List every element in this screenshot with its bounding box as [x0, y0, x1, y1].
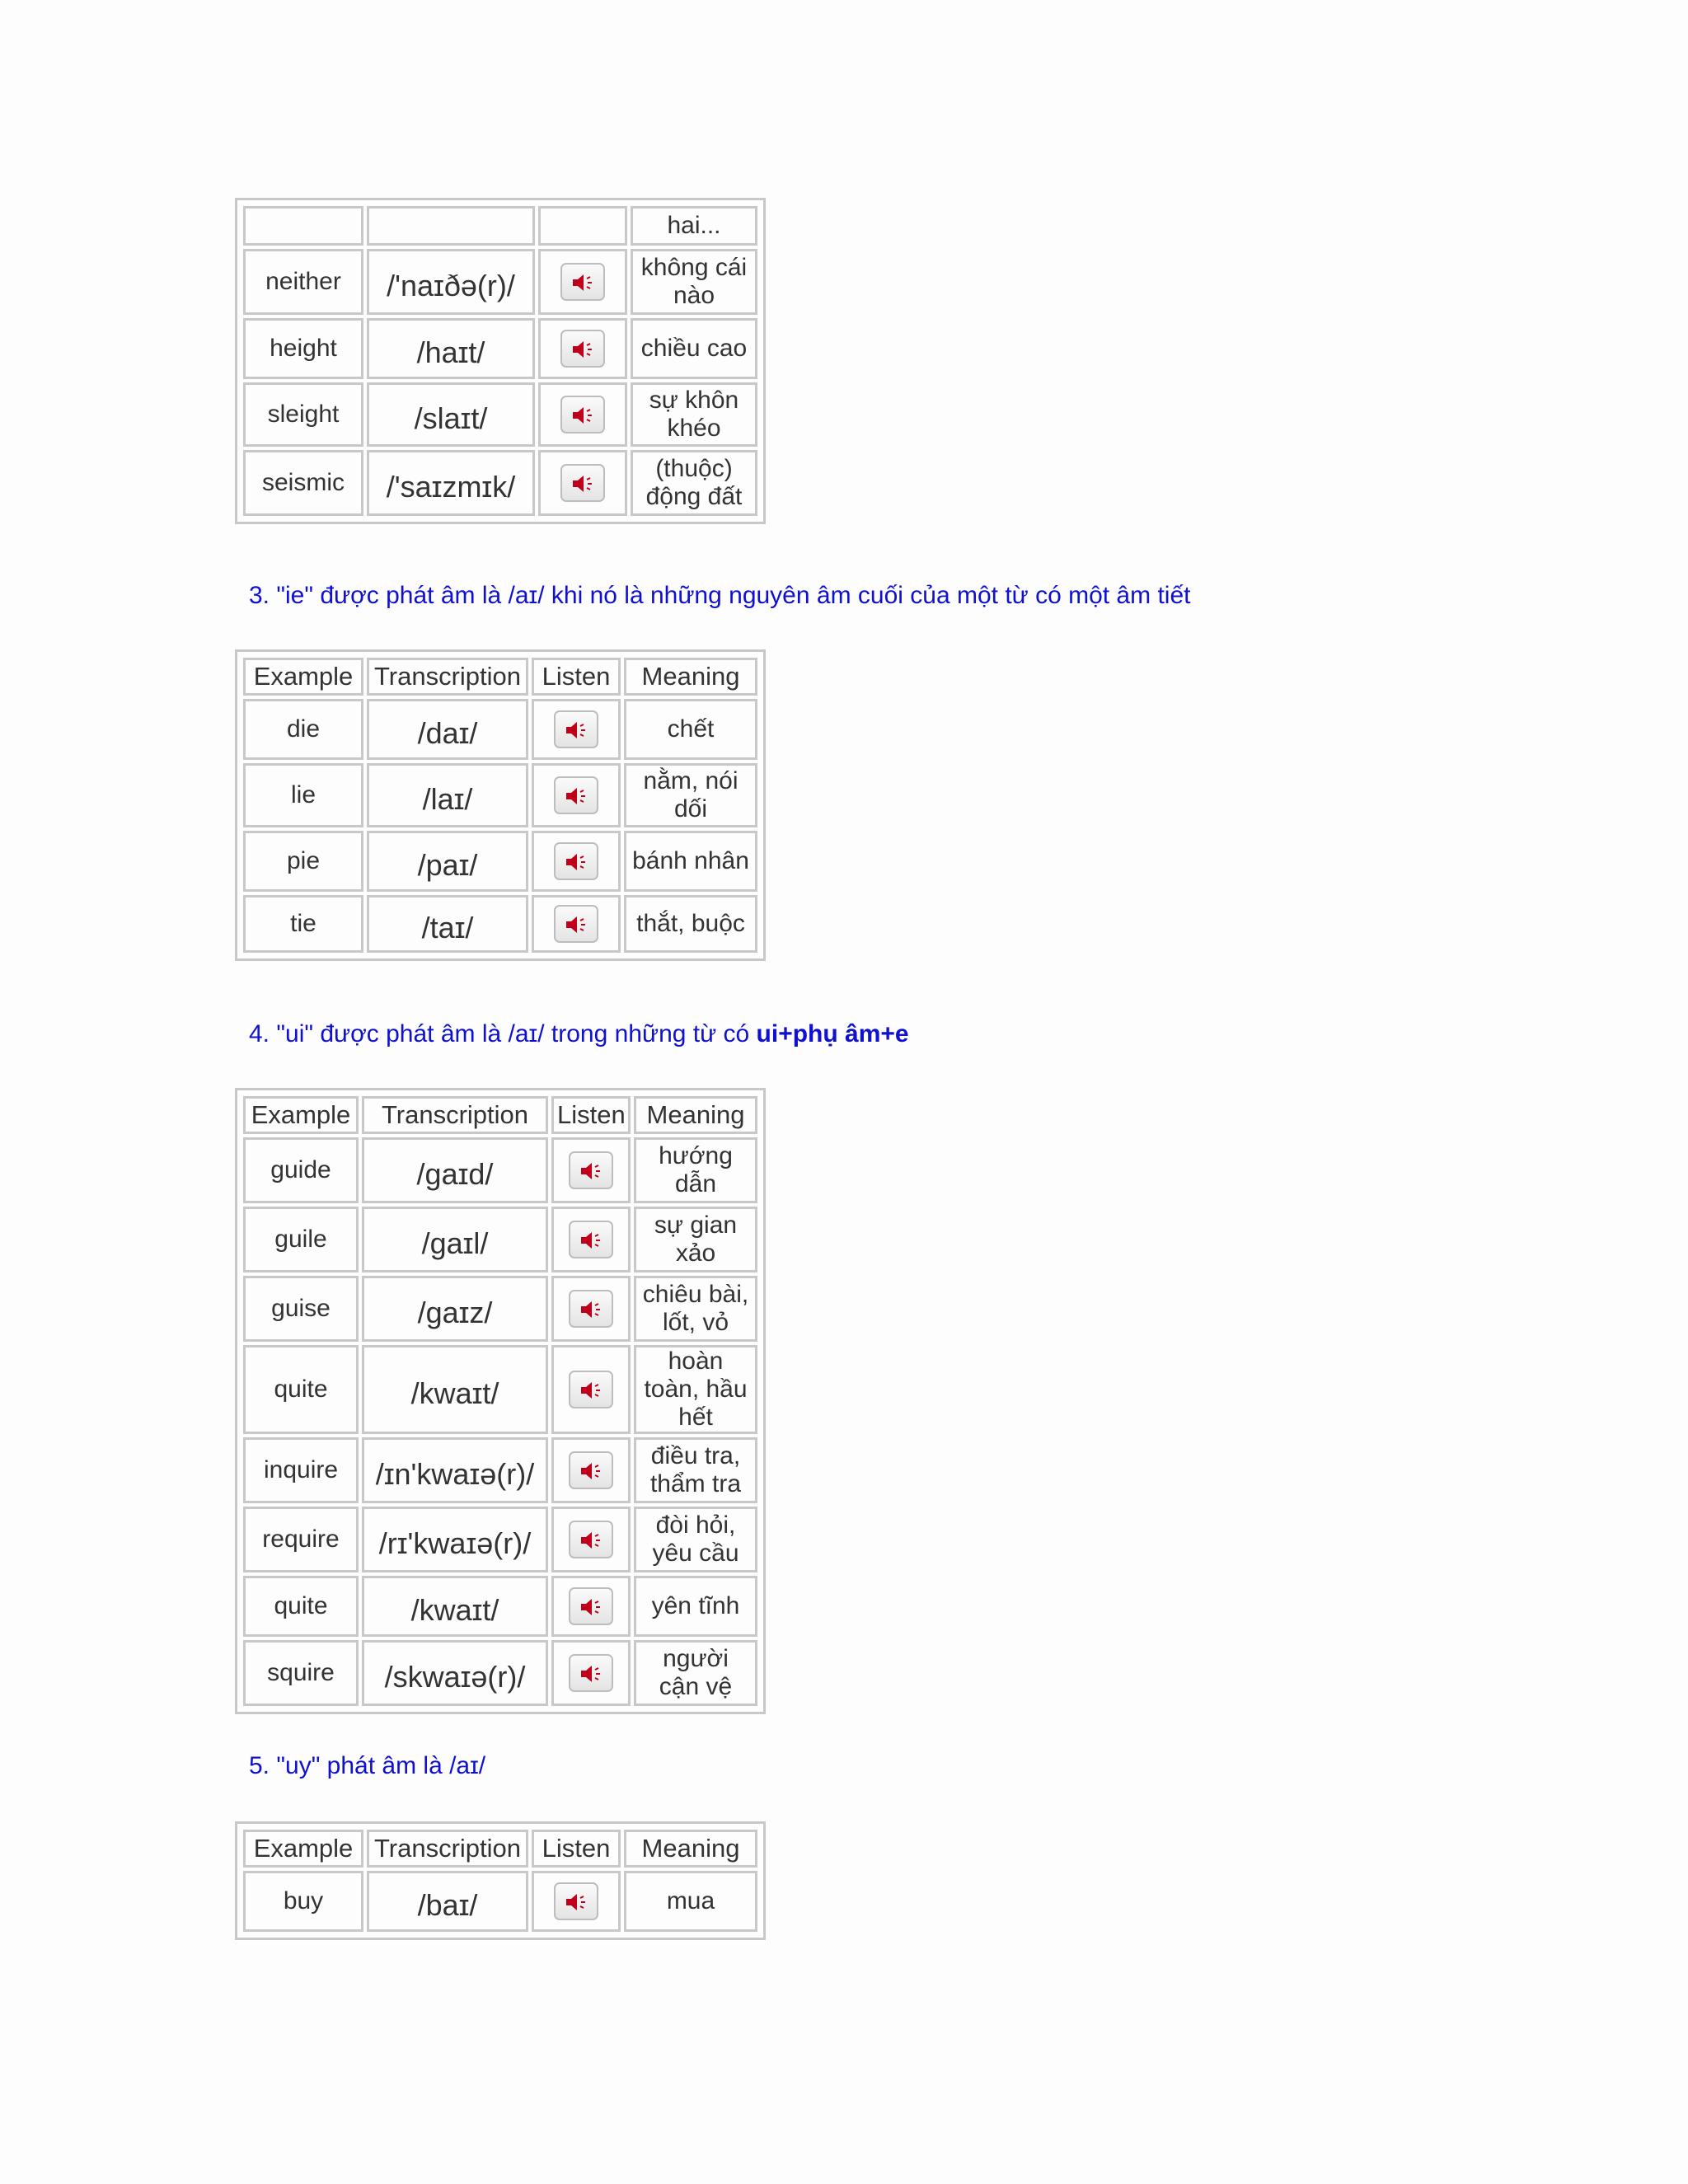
- listen-button[interactable]: [569, 1371, 613, 1408]
- speaker-icon: [565, 719, 589, 741]
- listen-cell: [538, 450, 627, 516]
- table-row: [243, 763, 757, 827]
- listen-button[interactable]: [554, 905, 598, 943]
- speaker-icon: [579, 1299, 604, 1320]
- transcription-cell: /'saɪzmɪk/: [367, 450, 535, 516]
- meaning-cell: chết: [624, 699, 757, 760]
- listen-button[interactable]: [554, 1882, 598, 1920]
- transcription-cell: /gaɪz/: [362, 1276, 548, 1342]
- meaning-cell: chiêu bài, lốt, vỏ: [634, 1276, 757, 1342]
- meaning-cell: nằm, nói dối: [624, 763, 757, 827]
- listen-cell: [551, 1507, 631, 1572]
- speaker-icon: [571, 272, 596, 293]
- example-cell: squire: [243, 1640, 359, 1706]
- header-transcription: Transcription: [362, 1096, 548, 1134]
- table-row: [243, 831, 757, 892]
- meaning-cell: hướng dẫn: [634, 1137, 757, 1203]
- listen-cell: [538, 249, 627, 315]
- listen-button[interactable]: [554, 842, 598, 880]
- meaning-cell: yên tĩnh: [634, 1576, 757, 1637]
- meaning-cell: chiều cao: [631, 318, 757, 379]
- transcription-cell: /'naɪðə(r)/: [367, 249, 535, 315]
- header-meaning: Meaning: [634, 1096, 757, 1134]
- listen-button[interactable]: [569, 1151, 613, 1189]
- listen-cell: [538, 206, 627, 246]
- listen-button[interactable]: [560, 396, 605, 434]
- speaker-icon: [565, 785, 589, 807]
- meaning-cell: người cận vệ: [634, 1640, 757, 1706]
- transcription-cell: /skwaɪə(r)/: [362, 1640, 548, 1706]
- transcription-cell: /paɪ/: [367, 831, 528, 892]
- header-listen: Listen: [551, 1096, 631, 1134]
- header-listen: Listen: [532, 1830, 621, 1868]
- example-cell: neither: [243, 249, 363, 315]
- speaker-icon: [579, 1460, 604, 1482]
- table-row: [243, 382, 757, 447]
- listen-button[interactable]: [560, 330, 605, 368]
- table-row: [243, 1507, 757, 1572]
- transcription-cell: /haɪt/: [367, 318, 535, 379]
- table-row: [243, 895, 757, 953]
- example-cell: seismic: [243, 450, 363, 516]
- listen-button[interactable]: [569, 1587, 613, 1625]
- example-cell: height: [243, 318, 363, 379]
- header-listen: Listen: [532, 658, 621, 696]
- transcription-cell: /rɪ'kwaɪə(r)/: [362, 1507, 548, 1572]
- meaning-cell: (thuộc) động đất: [631, 450, 757, 516]
- header-transcription: Transcription: [367, 1830, 528, 1868]
- table-row: [243, 1871, 757, 1932]
- listen-cell: [551, 1276, 631, 1342]
- example-cell: guise: [243, 1276, 359, 1342]
- speaker-icon: [579, 1663, 604, 1685]
- example-cell: guile: [243, 1207, 359, 1272]
- listen-button[interactable]: [560, 263, 605, 301]
- meaning-cell: hai...: [631, 206, 757, 246]
- section-5-heading: 5. "uy" phát âm là /aɪ/: [249, 1752, 486, 1779]
- header-example: Example: [243, 658, 363, 696]
- meaning-cell: thắt, buộc: [624, 895, 757, 953]
- example-cell: inquire: [243, 1437, 359, 1503]
- meaning-cell: mua: [624, 1871, 757, 1932]
- example-cell: die: [243, 699, 363, 760]
- table-row: [243, 699, 757, 760]
- vocab-table-uy: [235, 1821, 766, 1940]
- section-4-heading: [249, 1020, 909, 1048]
- listen-button[interactable]: [554, 776, 598, 814]
- transcription-cell: /kwaɪt/: [362, 1576, 548, 1637]
- listen-cell: [532, 763, 621, 827]
- listen-cell: [551, 1437, 631, 1503]
- section-4-heading-text: 4. "ui" được phát âm là /aɪ/ trong những từ có: [249, 1020, 757, 1047]
- speaker-icon: [571, 339, 596, 360]
- example-cell: guide: [243, 1137, 359, 1203]
- listen-cell: [551, 1576, 631, 1637]
- example-cell: buy: [243, 1871, 363, 1932]
- example-cell: [243, 206, 363, 246]
- meaning-cell: sự khôn khéo: [631, 382, 757, 447]
- meaning-cell: không cái nào: [631, 249, 757, 315]
- speaker-icon: [571, 473, 596, 494]
- listen-cell: [532, 699, 621, 760]
- header-meaning: Meaning: [624, 1830, 757, 1868]
- speaker-icon: [579, 1160, 604, 1182]
- example-cell: quite: [243, 1576, 359, 1637]
- table-row: [243, 249, 757, 315]
- listen-button[interactable]: [569, 1221, 613, 1258]
- table-row: [243, 1437, 757, 1503]
- speaker-icon: [565, 851, 589, 873]
- header-example: Example: [243, 1096, 359, 1134]
- table-row: [243, 1276, 757, 1342]
- table-row: [243, 318, 757, 379]
- speaker-icon: [579, 1380, 604, 1401]
- table-header-row: [243, 1096, 757, 1134]
- table-row: [243, 1345, 757, 1434]
- vocab-table-ie: [235, 649, 766, 961]
- table-row: [243, 206, 757, 246]
- table-row: [243, 1576, 757, 1637]
- listen-cell: [551, 1137, 631, 1203]
- header-meaning: Meaning: [624, 658, 757, 696]
- vocab-table-continued: [235, 198, 766, 524]
- example-cell: tie: [243, 895, 363, 953]
- transcription-cell: /gaɪd/: [362, 1137, 548, 1203]
- table-row: [243, 1207, 757, 1272]
- speaker-icon: [579, 1530, 604, 1551]
- transcription-cell: /daɪ/: [367, 699, 528, 760]
- listen-button[interactable]: [560, 464, 605, 502]
- vocab-table-ui: [235, 1088, 766, 1714]
- transcription-cell: [367, 206, 535, 246]
- section-3-heading: 3. "ie" được phát âm là /aɪ/ khi nó là những nguyên âm cuối của một từ có một âm tiết: [249, 582, 1191, 609]
- example-cell: lie: [243, 763, 363, 827]
- transcription-cell: /baɪ/: [367, 1871, 528, 1932]
- listen-button[interactable]: [569, 1654, 613, 1692]
- transcription-cell: /taɪ/: [367, 895, 528, 953]
- table-row: [243, 1137, 757, 1203]
- transcription-cell: /gaɪl/: [362, 1207, 548, 1272]
- meaning-cell: hoàn toàn, hầu hết: [634, 1345, 757, 1434]
- listen-cell: [532, 831, 621, 892]
- speaker-icon: [565, 914, 589, 935]
- example-cell: pie: [243, 831, 363, 892]
- meaning-cell: điều tra, thẩm tra: [634, 1437, 757, 1503]
- transcription-cell: /ɪn'kwaɪə(r)/: [362, 1437, 548, 1503]
- table-header-row: [243, 658, 757, 696]
- speaker-icon: [579, 1230, 604, 1251]
- listen-cell: [532, 895, 621, 953]
- header-example: Example: [243, 1830, 363, 1868]
- listen-cell: [538, 318, 627, 379]
- listen-button[interactable]: [569, 1451, 613, 1489]
- speaker-icon: [565, 1891, 589, 1913]
- table-row: [243, 1640, 757, 1706]
- listen-button[interactable]: [554, 710, 598, 748]
- meaning-cell: đòi hỏi, yêu cầu: [634, 1507, 757, 1572]
- table-row: [243, 450, 757, 516]
- example-cell: quite: [243, 1345, 359, 1434]
- transcription-cell: /laɪ/: [367, 763, 528, 827]
- example-cell: require: [243, 1507, 359, 1572]
- listen-cell: [551, 1345, 631, 1434]
- example-cell: sleight: [243, 382, 363, 447]
- listen-cell: [551, 1207, 631, 1272]
- listen-button[interactable]: [569, 1521, 613, 1558]
- listen-cell: [532, 1871, 621, 1932]
- header-transcription: Transcription: [367, 658, 528, 696]
- listen-button[interactable]: [569, 1290, 613, 1328]
- transcription-cell: /kwaɪt/: [362, 1345, 548, 1434]
- section-4-heading-pattern: ui+phụ âm+e: [756, 1020, 909, 1047]
- listen-cell: [551, 1640, 631, 1706]
- listen-cell: [538, 382, 627, 447]
- meaning-cell: bánh nhân: [624, 831, 757, 892]
- transcription-cell: /slaɪt/: [367, 382, 535, 447]
- speaker-icon: [571, 405, 596, 426]
- meaning-cell: sự gian xảo: [634, 1207, 757, 1272]
- table-header-row: [243, 1830, 757, 1868]
- speaker-icon: [579, 1596, 604, 1618]
